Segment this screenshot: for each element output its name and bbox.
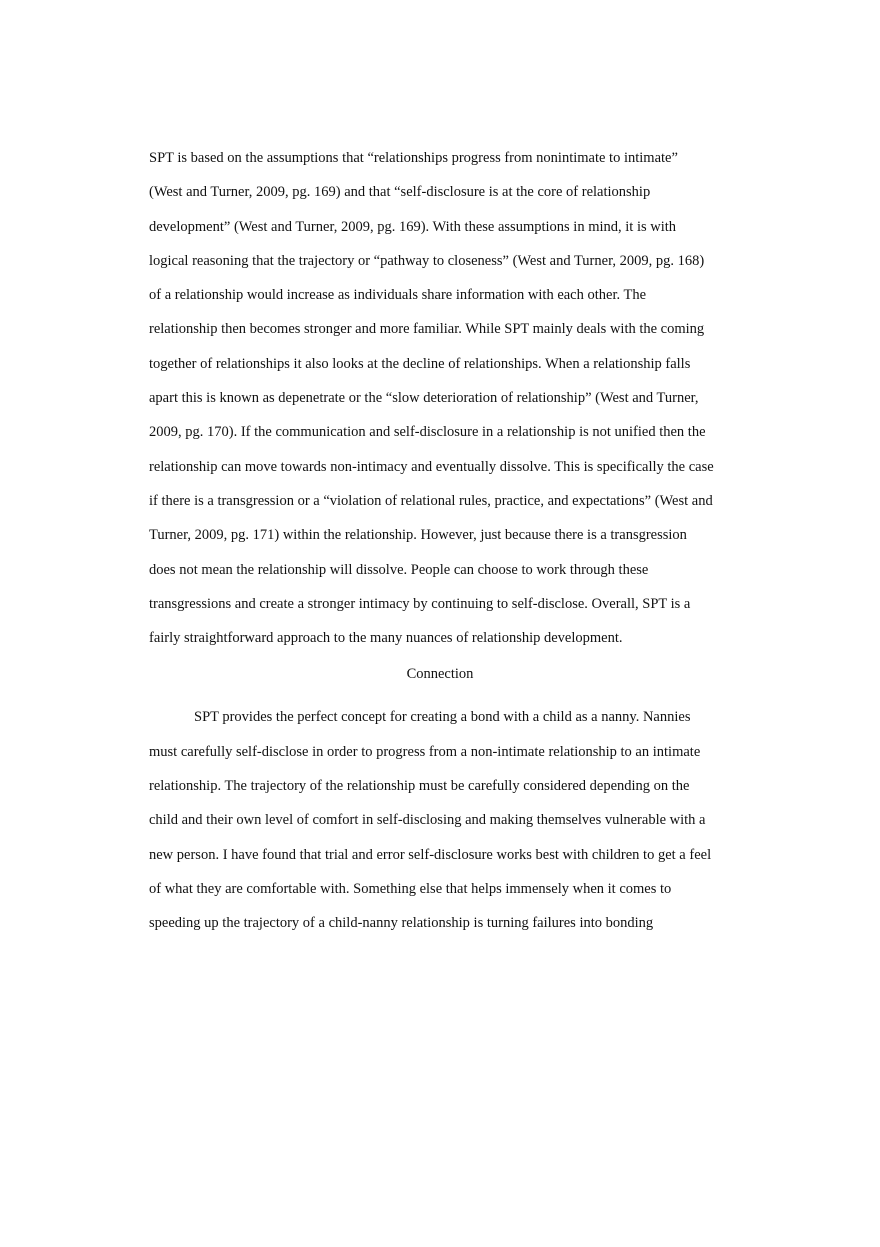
text-line: Turner, 2009, pg. 171) within the relationship. However, just because there is a transgression: [149, 527, 687, 544]
text-line: relationship can move towards non-intimacy and eventually dissolve. This is specifically the case: [149, 458, 714, 475]
paragraph-connection: [149, 706, 749, 946]
text-line: SPT provides the perfect concept for creating a bond with a child as a nanny. Nannies: [194, 709, 691, 726]
text-line: SPT is based on the assumptions that “relationships progress from nonintimate to intimate”: [149, 150, 678, 166]
text-line: speeding up the trajectory of a child-nanny relationship is turning failures into bonding: [149, 915, 654, 932]
section-heading: Connection: [406, 666, 474, 683]
text-line: logical reasoning that the trajectory or “pathway to closeness” (West and Turner, 2009, pg. 168): [149, 252, 705, 269]
text-line: development” (West and Turner, 2009, pg. 169). With these assumptions in mind, it is with: [149, 218, 677, 235]
text-line: of what they are comfortable with. Something else that helps immensely when it comes to: [149, 880, 672, 897]
text-line: child and their own level of comfort in self-disclosing and making themselves vulnerable with a: [149, 812, 706, 829]
text-line: transgressions and create a stronger intimacy by continuing to self-disclose. Overall, SPT is a: [149, 595, 691, 612]
text-line: if there is a transgression or a “violation of relational rules, practice, and expectations” (West and: [149, 492, 713, 509]
text-line: new person. I have found that trial and error self-disclosure works best with children to get a feel: [149, 846, 712, 863]
text-line: relationship. The trajectory of the relationship must be carefully considered depending on the: [149, 778, 690, 795]
text-line: relationship then becomes stronger and more familiar. While SPT mainly deals with the coming: [149, 321, 705, 338]
text-line: must carefully self-disclose in order to progress from a non-intimate relationship to an intimate: [149, 743, 701, 760]
text-line: together of relationships it also looks at the decline of relationships. When a relationship falls: [149, 355, 691, 372]
text-line: of a relationship would increase as individuals share information with each other. The: [149, 287, 647, 304]
body-text: [149, 147, 749, 947]
text-line: (West and Turner, 2009, pg. 169) and that “self-disclosure is at the core of relationship: [149, 184, 651, 201]
text-line: apart this is known as depenetrate or the “slow deterioration of relationship” (West and Turner,: [149, 390, 699, 407]
text-line: does not mean the relationship will dissolve. People can choose to work through these: [149, 561, 649, 578]
paragraph-spt-overview: [149, 147, 749, 661]
text-line: fairly straightforward approach to the many nuances of relationship development.: [149, 630, 623, 647]
text-line: 2009, pg. 170). If the communication and self-disclosure in a relationship is not unified then the: [149, 424, 706, 441]
